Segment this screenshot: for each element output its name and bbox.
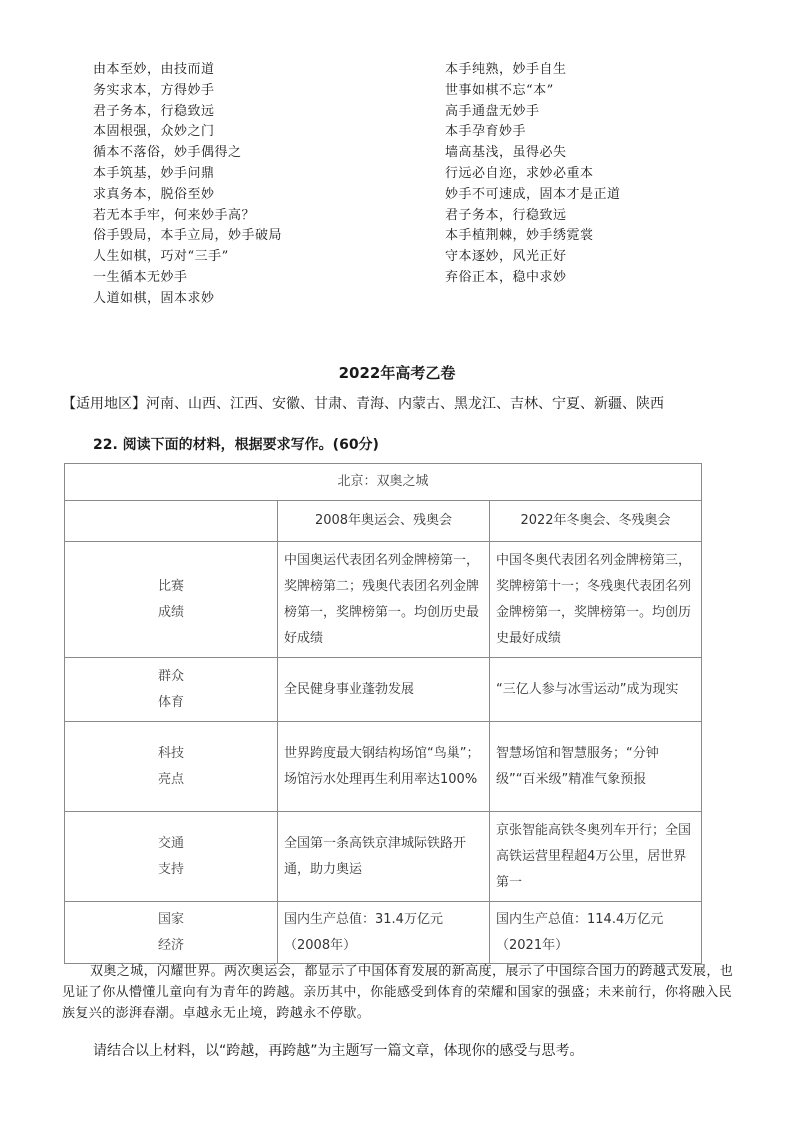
question-heading: 22. 阅读下面的材料，根据要求写作。(60分) — [93, 437, 379, 453]
example-title: 君子务本，行稳致远 — [93, 103, 215, 119]
example-title: 本手孕育妙手 — [445, 124, 527, 140]
example-title: 高手通盘无妙手 — [445, 103, 540, 119]
table-cell: 国内生产总值：31.4万亿元（2008年） — [278, 902, 490, 964]
title-examples-left-column — [93, 60, 282, 310]
table-caption: 北京：双奥之城 — [65, 464, 702, 501]
table-cell: 中国奥运代表团名列金牌榜第一，奖牌榜第二；残奥代表团名列金牌榜第一，奖牌榜第一。均创历史最好成绩 — [278, 542, 490, 658]
row-label-text: 群众 体育 — [157, 668, 184, 710]
row-label-text: 比赛 成绩 — [157, 578, 184, 620]
table-header-empty — [65, 501, 278, 542]
table-cell: 全民健身事业蓬勃发展 — [278, 658, 490, 722]
materials-table — [64, 463, 702, 964]
example-title: 求真务本，脱俗至妙 — [93, 186, 215, 202]
table-header-2022: 2022年冬奥会、冬残奥会 — [490, 501, 702, 542]
example-title: 本手筑基，妙手问鼎 — [93, 165, 215, 181]
table-row — [65, 902, 702, 964]
table-row — [65, 812, 702, 902]
table-row — [65, 722, 702, 812]
table-cell: 世界跨度最大钢结构场馆“鸟巢”；场馆污水处理再生利用率达100% — [278, 722, 490, 812]
example-title: 本手植荆棘，妙手绣霓裳 — [445, 228, 594, 244]
closing-paragraph-text: 双奥之城，闪耀世界。两次奥运会，都显示了中国体育发展的新高度，展示了中国综合国力的跨越式发展，也见证了你从懵懂儿童向有为青年的跨越。亲历其中，你能感受到体育的荣耀和国家的强盛；未来前行，你将融入民族复兴的澎湃春潮。卓越永无止境，跨越永不停歇。 — [62, 964, 734, 1021]
exam-title: 2022年高考乙卷 — [338, 364, 456, 382]
example-title: 本手纯熟，妙手自生 — [445, 62, 567, 77]
row-label-competition — [65, 542, 278, 658]
example-title: 君子务本，行稳致远 — [445, 207, 567, 223]
example-title: 循本不落俗，妙手偶得之 — [93, 145, 242, 161]
example-title: 务实求本，方得妙手 — [93, 82, 215, 98]
example-title: 本固根强，众妙之门 — [93, 124, 215, 140]
example-title: 守本逐妙，风光正好 — [445, 249, 567, 265]
table-cell: 中国冬奥代表团名列金牌榜第三，奖牌榜第十一；冬残奥代表团名列金牌榜第一，奖牌榜第一。均创历史最好成绩 — [490, 542, 702, 658]
applicable-regions: 【适用地区】河南、山西、江西、安徽、甘肃、青海、内蒙古、黑龙江、吉林、宁夏、新疆、陕西 — [62, 396, 664, 412]
row-label-technology — [65, 722, 278, 812]
example-title: 人生如棋，巧对“三手” — [93, 249, 229, 265]
row-label-text: 交通 支持 — [157, 835, 184, 877]
table-row — [65, 658, 702, 722]
table-cell: 智慧场馆和智慧服务；“分钟级”“百米级”精准气象预报 — [490, 722, 702, 812]
example-title: 俗手毁局，本手立局，妙手破局 — [93, 228, 283, 244]
example-title: 墙高基浅，虽得必失 — [445, 145, 567, 161]
row-label-text: 国家 经济 — [157, 911, 184, 953]
row-label-text: 科技 亮点 — [157, 745, 184, 787]
example-title: 由本至妙，由技而道 — [93, 62, 215, 77]
table-cell: 京张智能高铁冬奥列车开行；全国高铁运营里程超4万公里，居世界第一 — [490, 812, 702, 902]
closing-paragraph — [62, 962, 742, 1024]
title-examples-right-column — [445, 60, 621, 289]
row-label-mass-sports — [65, 658, 278, 722]
example-title: 人道如棋，固本求妙 — [93, 290, 215, 306]
example-title: 妙手不可速成，固本才是正道 — [445, 186, 621, 202]
table-header-2008: 2008年奥运会、残奥会 — [278, 501, 490, 542]
table-row — [65, 542, 702, 658]
row-label-economy — [65, 902, 278, 964]
example-title: 一生循本无妙手 — [93, 269, 188, 285]
table-cell: 国内生产总值：114.4万亿元（2021年） — [490, 902, 702, 964]
example-title: 若无本手牢，何来妙手高？ — [93, 207, 256, 223]
writing-prompt: 请结合以上材料，以“跨越，再跨越”为主题写一篇文章，体现你的感受与思考。 — [93, 1043, 584, 1059]
example-title: 世事如棋不忘“本” — [445, 82, 554, 98]
table-cell: “三亿人参与冰雪运动”成为现实 — [490, 658, 702, 722]
example-title: 行远必自迩，求妙必重本 — [445, 165, 594, 181]
row-label-transport — [65, 812, 278, 902]
table-cell: 全国第一条高铁京津城际铁路开通，助力奥运 — [278, 812, 490, 902]
example-title: 弃俗正本，稳中求妙 — [445, 269, 567, 285]
